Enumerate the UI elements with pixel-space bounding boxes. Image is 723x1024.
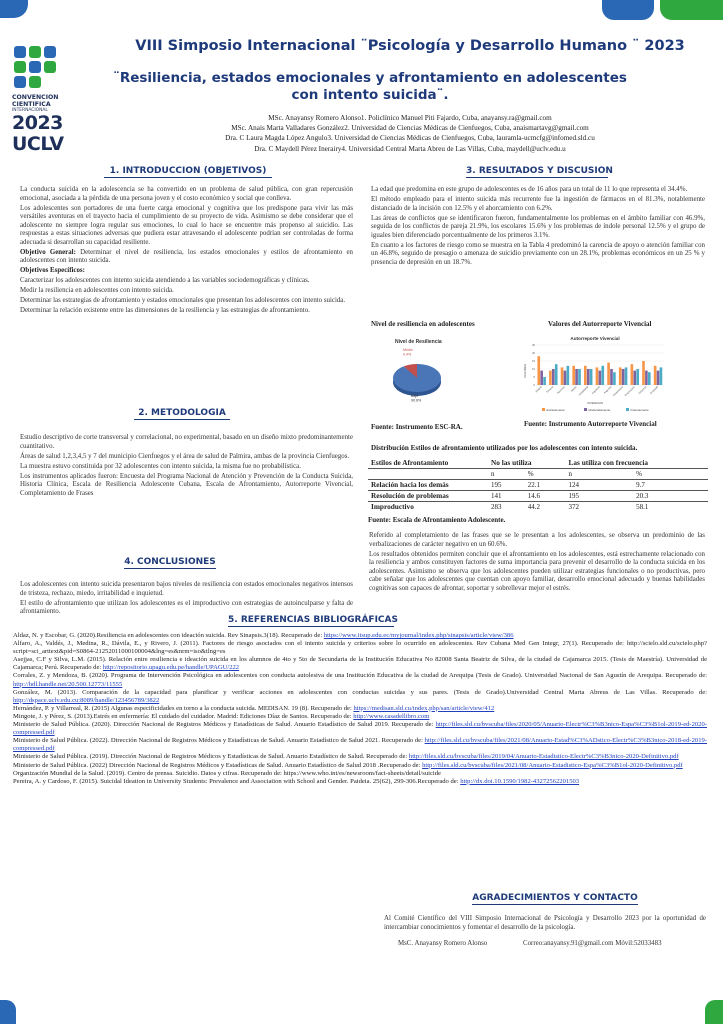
contact-info: Correo:anayansy.91@gmail.com Móvil:52033483 [523, 939, 662, 947]
chart1-caption: Nivel de resiliencia en adolescentes [371, 320, 475, 328]
logo-year: 2023 [12, 112, 63, 134]
bar-mark [578, 369, 581, 385]
pie-data-label: 9.4% [403, 352, 412, 357]
bar-mark [645, 371, 648, 385]
reference-text: Corrales, Z. y Mendoza, B. (2020). Programa de Intervención Psicológica en adolescentes con conducta autolesiva de una Institución Educativa de la ciudad de Arequipa (Tesis de Grado). Universidad Nacional de San Agustín de Arequipa. Recuperado de: [13, 672, 707, 680]
event-title: VIII Simposio Internacional ¨Psicología y Desarrollo Humano ¨ 2023 [135, 38, 685, 54]
bar-y-tick: 15 [532, 360, 535, 363]
method-heading: 2. METODOLOGIA [134, 408, 230, 420]
bar-chart-ylabel: VALORES [523, 364, 527, 378]
bar-x-tick: Tristeza [545, 385, 555, 394]
table-subheader: n [488, 468, 525, 479]
reference-link[interactable]: http://hdl.handle.net/20.500.12773/11555 [13, 680, 123, 688]
corner-decoration-top-right-blue [602, 0, 654, 20]
logo-cell [14, 61, 26, 73]
reference-item [13, 705, 707, 713]
autoreport-bar-chart [520, 333, 670, 415]
bar-y-tick: 20 [532, 352, 535, 355]
resilience-pie-chart [375, 333, 525, 415]
bar-x-tick: Abatimiento [612, 385, 624, 398]
bar-mark [660, 367, 663, 385]
intro-paragraph: La conducta suicida en la adolescencia se ha convertido en un problema de salud pública, con gran repercusión emocional, asociada a la pérdida de una persona joven y el costo económico y social que conlleva. [20, 186, 353, 202]
bar-mark [607, 363, 610, 385]
bar-mark [564, 371, 567, 385]
results-body-2 [369, 532, 705, 593]
bar-x-tick: Miedo [570, 385, 578, 393]
bar-x-tick: Ansiedad [649, 385, 659, 396]
reference-text: Ministerio de Salud Pública. (2019). Dirección Nacional de Registros Médicos y Estadísticas de Salud. Anuario Estadístico de Salud. Recuperado de: [13, 753, 409, 761]
specific-objective: Determinar las estrategias de afrontamiento y estados emocionales que presentan los adolescentes con intento suicida. [20, 297, 346, 304]
legend-swatch [584, 408, 587, 411]
specific-objective: Determinar la relación existente entre las dimensiones de la resiliencia y las estrategias de afrontamiento. [20, 307, 310, 314]
bar-mark [552, 369, 555, 385]
bar-x-tick: Alegría [534, 385, 543, 394]
results-paragraph: La edad que predomina en este grupo de adolescentes es de 16 años para un total de 11 lo que representa el 34.4%. [371, 186, 688, 193]
bar-y-tick: 0 [533, 384, 535, 387]
corner-decoration-top-right-green [660, 0, 723, 20]
authors-block [100, 113, 720, 154]
logo-line-3: INTERNACIONAL [12, 108, 48, 113]
logo-cell [44, 46, 56, 58]
pie-slice-bajo [393, 364, 441, 392]
method-body [20, 434, 353, 498]
bar-mark [572, 366, 575, 385]
table-cell: 22.1 [525, 479, 566, 490]
corner-decoration-top-left [0, 0, 28, 18]
table-row-label: Resolución de problemas [368, 490, 488, 501]
coping-table-caption: Distribución Estilos de afrontamiento utilizados por los adolescentes con intento suicida. [371, 444, 638, 452]
table-subheader: % [633, 468, 708, 479]
bar-mark [567, 366, 570, 385]
method-paragraph: Los instrumentos aplicados fueron: Encuesta del Programa Nacional de Atención y Prevención de la Conducta Suicida, Historia Clínica, Escala de Resiliencia Adolescente Cubana, Escala de Afrontamiento, Autorreporte Vivencial, Completamiento de Frases [20, 472, 353, 497]
method-paragraph: Áreas de salud 1,2,3,4,5 y 7 del municipio Cienfuegos y el área de salud de Palmira, ambas de la provincia Cienfuegos. [20, 452, 350, 460]
reference-link[interactable]: http://files.sld.cu/bvscuba/files/2021/08/Anuario-Estad%C3%ADstico-Electr%C3%B3nico-2018-ed-2019-compressed.pdf [13, 737, 707, 753]
logo-cell [29, 46, 41, 58]
bar-y-tick: 5 [533, 376, 535, 379]
bar-mark [587, 369, 590, 385]
reference-text: Hernández, P. y Villarreal, R. (2015) Algunas especificidades en torno a la conducta suicida. MEDISAN. 19 (8). Recuperado de: [13, 704, 354, 712]
logo-line-1: CONVENCION [12, 94, 59, 101]
reference-text: González, M. (2013). Comparación de la capacidad para planificar y verificar acciones en adolescentes con conductas suicidas y sus pares. (Tesis de Grado).Universidad Central Marta Abreus de Las Villas. Recuperado de: [13, 688, 707, 696]
bar-mark [590, 369, 593, 385]
reference-item [13, 672, 707, 688]
reference-link[interactable]: https://www.itsup.edu.ec/myjournal/index.php/sinapsis/article/view/386 [323, 632, 514, 639]
reference-link[interactable]: http://dx.doi.10.1590/1982-43272562201503 [460, 777, 580, 785]
method-paragraph: Estudio descriptivo de corte transversal y correlacional, no experimental, basado en un diseño mixto predominantemente cuantitativo. [20, 434, 353, 450]
conclusions-heading: 4. CONCLUSIONES [124, 557, 216, 567]
author-line: Dra. C Laura Magda López Angulo3. Universidad de Ciencias Médicas de Cienfuegos, Cuba, lauramla-ucmcfg@infomed.sld.cu [225, 134, 595, 143]
bar-mark [657, 371, 660, 385]
reference-item [13, 721, 707, 737]
bar-y-tick: 10 [532, 368, 535, 371]
reference-item [13, 778, 707, 786]
convention-logo [12, 44, 68, 156]
table-cell: 141 [488, 490, 525, 501]
bar-mark [648, 372, 651, 385]
reference-text: Ministerio de Salud Pública. (2020). Dirección Nacional de Registros Médicos y Estadísticas de Salud. Anuario Estadístico de Salud 2019. Recuperado de: [13, 721, 436, 729]
table-row-label: Improductivo [368, 501, 488, 512]
reference-text: Ministerio de Salud Pública. (2022). Dirección Nacional de Registros Médicos y Estadísticas de Salud. Anuario Estadístico de Salud 2021. Recuperado de: [13, 737, 425, 745]
reference-item [13, 713, 707, 721]
conclusion-paragraph: Los adolescentes con intento suicida presentaron bajos niveles de resiliencia con estados emocionales negativos intensos de tristeza, rechazo, miedo, irritabilidad e inquietud. [20, 581, 353, 597]
thanks-text: Al Comité Científico del VIII Simposio Internacional de Psicología y Desarrollo 2023 por la oportunidad de intercambiar conocimientos y fomentar el desarrollo de la psicología. [384, 915, 706, 931]
bar-mark [543, 377, 546, 385]
reference-item [13, 753, 707, 761]
logo-cell [29, 76, 41, 88]
intro-body [20, 186, 353, 316]
contact-name: MsC. Anayansy Romero Alonso [398, 939, 488, 947]
legend-swatch [542, 408, 545, 411]
legend-label: Escasamente [546, 407, 565, 412]
reference-link[interactable]: http://files.sld.cu/bvscuba/files/2019/04/Anuario-Estadistico-Electr%C3%B3nico-2020-Definitivo.pdf [408, 753, 679, 761]
bar-mark [636, 369, 639, 385]
author-line: MSc. Anais Marta Valladares González2. Universidad de Ciencias Médicas de Cienfuegos, Cuba, anaismartavg@gmail.com [231, 124, 589, 133]
reference-link[interactable]: http://files.sld.cu/bvscuba/files/2021/08/Anuario-Estadistico-Espa%C3%B1ol-2020-Definitivo.pdf [422, 761, 683, 769]
logo-cell [14, 46, 26, 58]
bar-mark [549, 371, 552, 385]
bar-mark [642, 361, 645, 385]
results-paragraph: Las áreas de conflictos que se identificaron fueron, fundamentalmente los problemas en el ámbito familiar con 46.9%, seguida de los conflictos de pareja 21.9%, los escolares 15.6% y los problemas de índole personal 12.5% y el grupo de iguales bien diferenciado porcentualmente de los primeros 3.1%. [371, 214, 705, 239]
table-cell: 372 [566, 501, 634, 512]
pie-data-label: Bajo [411, 394, 419, 398]
table-source: Fuente: Escala de Afrontamiento Adolescente. [368, 516, 506, 524]
pie-data-label: 90.6% [411, 398, 422, 403]
bar-x-tick: Inquietud [591, 385, 601, 395]
reference-link[interactable]: http://dspace.uclv.edu.cu:8089/handle/123456789/3822 [13, 696, 160, 704]
pie-data-label: Medio [403, 348, 413, 352]
table-row [368, 490, 708, 501]
author-line: Dra. C Maydell Pérez Inerairy4. Universidad Central Marta Abreu de Las Villas, Cuba, maydell@uclv.edu.u [254, 144, 566, 153]
table-cell: 195 [488, 479, 525, 490]
legend-label: Intensamente [630, 407, 649, 412]
table-cell: 124 [566, 479, 634, 490]
intro-paragraph: Los adolescentes son portadores de una fuerte carga emocional y cognitiva que los predispone para vivir las más versátiles aventuras en el trayecto hacia el cumplimiento de su proyecto de vida. Asimismo se debe considerar que el adolescente no siempre logra regular sus emociones, lo cual lo hace se encuentre más propenso al suicidio. Las respuestas a estas situaciones adversas que pudiera estar atravesando el adolescente podrían ser controladas de forma adecuada si desarrollan su capacidad resiliente. [20, 204, 353, 246]
results-paragraph: En cuanto a los factores de riesgo como se muestra en la Tabla 4 predominó la carencia de apoyo o atención familiar con un 46.8%, seguido de presagio o amenaza de suicidio previamente con un 28.1%, problemas económicos en un 25 % y presencia de depresión en un 18.7%. [371, 241, 705, 266]
logo-org: UCLV [12, 133, 64, 155]
results-paragraph: El método empleado para el intento suicida más recurrente fue la ingestión de fármacos en el 81.3%, notablemente distanciado de la incisión con 12.5% y el ahorcamiento con 6.2%. [371, 196, 705, 212]
logo-cell [14, 76, 26, 88]
table-row-label: Relación hacia los demás [368, 479, 488, 490]
references-list [13, 632, 707, 786]
reference-link[interactable]: http://files.sld.cu/bvscuba/files/2020/05/Anuario-Electr%C3%B3nico-Espa%C3%B1ol-2019-ed-2020-compressed.pdf [13, 721, 707, 737]
results-paragraph: Referido al completamiento de las frases que se le presentan a los adolescentes, se observa un predominio de las verbalizaciones de carácter negativo en un 60.6%. [369, 532, 705, 548]
chart2-caption: Valores del Autorreporte Vivencial [548, 320, 652, 328]
reference-text: Aldaz, N. y Escobar, G. (2020).Resiliencia en adolescentes con ideación suicida. Rev Sinapsis.3(18). Recuperado de: [13, 632, 324, 639]
specific-objectives-label: Objetivos Específicos: [20, 267, 85, 274]
reference-item [13, 737, 707, 753]
reference-item [13, 656, 707, 672]
table-cell: 283 [488, 501, 525, 512]
table-row [368, 501, 708, 512]
table-subheader: % [525, 468, 566, 479]
bar-x-tick: Irritabilidad [578, 385, 590, 397]
bar-mark [633, 371, 636, 385]
coping-styles-table [368, 457, 708, 512]
bar-x-tick: Angustia [603, 385, 613, 395]
corner-decoration-bottom-left [0, 1000, 16, 1024]
bar-mark [540, 371, 543, 385]
thanks-heading: AGRADECIMIENTOS Y CONTACTO [472, 893, 638, 903]
bar-chart-xlabel: VIVENCIAS [586, 401, 604, 405]
chart2-source: Fuente: Instrumento Autorreporte Vivencial [524, 420, 657, 428]
corner-decoration-bottom-right [705, 1000, 723, 1024]
pie-chart-title: Nivel de Resiliencia [395, 339, 442, 345]
results-paragraph: Los resultados obtenidos permiten concluir que el afrontamiento en los adolescentes, está estrechamente relacionado con la resiliencia y ambos constituyen factores de suma importancia para prevenir el desarrollo de la conducta suicida en los adolescentes. Asimismo se observa que los adolescentes pueden utilizar estrategias funcionales o no productivas, pero cabe señalar que los adolescentes que cuentan con apoyo familiar, desarrollo emocional adecuado y buenas habilidades cognitivas son capaces de afrontar, soportar y sobrellevar mejor el estrés. [369, 550, 705, 592]
poster-title: ¨Resiliencia, estados emocionales y afrontamiento en adolescentes con intento suicida¨. [113, 70, 627, 103]
chart1-source: Fuente: Instrumento ESC-RA. [371, 423, 463, 431]
reference-link[interactable]: http://www.casadellibro.com [353, 712, 430, 720]
reference-item [13, 689, 707, 705]
table-subheader: n [566, 468, 634, 479]
bar-mark [599, 371, 602, 385]
bar-mark [601, 366, 604, 385]
logo-line-2: CIENTIFICA [12, 101, 51, 108]
results-body [371, 186, 705, 267]
bar-mark [584, 366, 587, 385]
reference-text: Mingote, J. y Pérez, S. (2013).Estrés en enfermería: El cuidado del cuidador. Madrid: Ediciones Díaz de Santos. Recuperado de: [13, 712, 354, 720]
bar-mark [619, 367, 622, 385]
bar-mark [654, 366, 657, 385]
bar-mark [610, 369, 613, 385]
references-heading: 5. REFERENCIAS BIBLIOGRÁFICAS [228, 615, 398, 625]
reference-item [13, 632, 707, 640]
conclusions-body [20, 581, 353, 617]
legend-label: Moderadamente [588, 407, 611, 412]
bar-mark [596, 367, 599, 385]
bar-mark [631, 364, 634, 385]
table-header-frequent: Las utiliza con frecuencia [568, 457, 649, 467]
logo-cell [29, 61, 41, 73]
logo-cell [44, 61, 56, 73]
reference-text: Pereira, A. y Cardoso, F. (2015). Suicidal Ideation in University Students: Prevalence and Association with School and Gender. Paideia. 25(62), 299-306.Recuperado de: [13, 777, 461, 785]
bar-mark [561, 367, 564, 385]
reference-link[interactable]: http://repositorio.upagu.edu.pe/handle/UPAGU/222 [102, 664, 240, 672]
table-cell [368, 468, 488, 479]
reference-item [13, 640, 707, 656]
bar-x-tick: Entusiasmo [624, 385, 636, 397]
reference-text: Ministerio de Salud Pública. (2022) Dirección Nacional de Registros Médicos y Estadísticas de Salud. Anuario Estadístico de Salud 2018 .Recuperado de: [13, 761, 423, 769]
table-cell: 14.6 [525, 490, 566, 501]
bar-x-tick: Sorpresa [637, 385, 648, 395]
general-objective-text: Determinar el nivel de resiliencia, los estados emocionales y estilos de afrontamiento en adolescentes con intento suicida. [20, 248, 354, 264]
bar-y-tick: 25 [532, 344, 535, 347]
author-line: MSc. Anayansy Romero Alonso1. Policlínico Manuel Piti Fajardo, Cuba, anayansy.ra@gmail.com [268, 114, 552, 122]
reference-text: Organización Mundial de la Salud. (2019). Centro de prensa. Suicidio. Datos y cifras. Recuperado de: https://www.who.int/es/newsroom/fact-sheets/detail/suicide [13, 769, 441, 777]
bar-mark [555, 364, 558, 385]
table-cell: 9.7 [633, 479, 708, 490]
intro-heading: 1. INTRODUCCION (OBJETIVOS) [104, 166, 272, 178]
bar-mark [625, 367, 628, 385]
results-heading: 3. RESULTADOS Y DISCUSION [466, 166, 613, 176]
table-cell: 195 [566, 490, 634, 501]
table-row [368, 479, 708, 490]
method-paragraph: La muestra estuvo constituida por 32 adolescentes con intento suicida, la misma fue no probabilística. [20, 462, 301, 470]
reference-item [13, 770, 707, 778]
pie-slices [393, 348, 441, 403]
legend-swatch [626, 408, 629, 411]
reference-link[interactable]: https://medisan.sld.cu/index.php/san/article/view/412 [353, 704, 495, 712]
reference-text: Alfaro, A., Valdés, J., Medina, R., Dávila, E., y Rivero, J. (2011). Factores de riesgo asociados con el intento suicida y criterios sobre lo ocurrido en adolescentes. Rev Cubana Med Gen Integr, 27(1). Recuperado de: http://scielo.sld.cu/scielo.php?script=sci_arttext&pid=S0864-21252011000100004&lng=es&nrm=iso&tlng=es [13, 640, 707, 656]
general-objective [20, 249, 353, 266]
bar-mark [622, 369, 625, 385]
table-header-style: Estilos de Afrontamiento [371, 457, 449, 467]
table-header-no-use: No las utiliza [491, 457, 532, 467]
table-cell: 20.3 [633, 490, 708, 501]
specific-objective: Caracterizar los adolescentes con intento suicida atendiendo a las variables sociodemográficas y clínicas. [20, 277, 310, 284]
table-cell: 44.2 [525, 501, 566, 512]
reference-text: Asejjas, C.F y Silva, L.M. (2015). Relación entre resiliencia e ideación suicida en los alumnos de 4to y 5to de Secundaria de la Institución Educativa No 82008 Santa Beatriz de Silva, de la ciudad de Cajamarca 2015. (Tesis de Maestría). Universidad de Cajamarca; Perú. Recuperado de: [13, 656, 707, 672]
general-objective-label: Objetivo General: [20, 248, 76, 256]
reference-item [13, 762, 707, 770]
bar-mark [575, 369, 578, 385]
bar-chart-title: Autorreporte Vivencial [570, 336, 620, 341]
conclusion-paragraph: El estilo de afrontamiento que utilizan los adolescentes es el improductivo con estrategias de autoinculparse y falta de afrontamiento. [20, 599, 353, 615]
bar-mark [537, 356, 540, 385]
bar-mark [613, 372, 616, 385]
table-cell: 58.1 [633, 501, 708, 512]
bar-x-tick: Rechazo [556, 385, 566, 395]
specific-objective: Medir la resiliencia en adolescentes con intento suicida. [20, 287, 174, 294]
